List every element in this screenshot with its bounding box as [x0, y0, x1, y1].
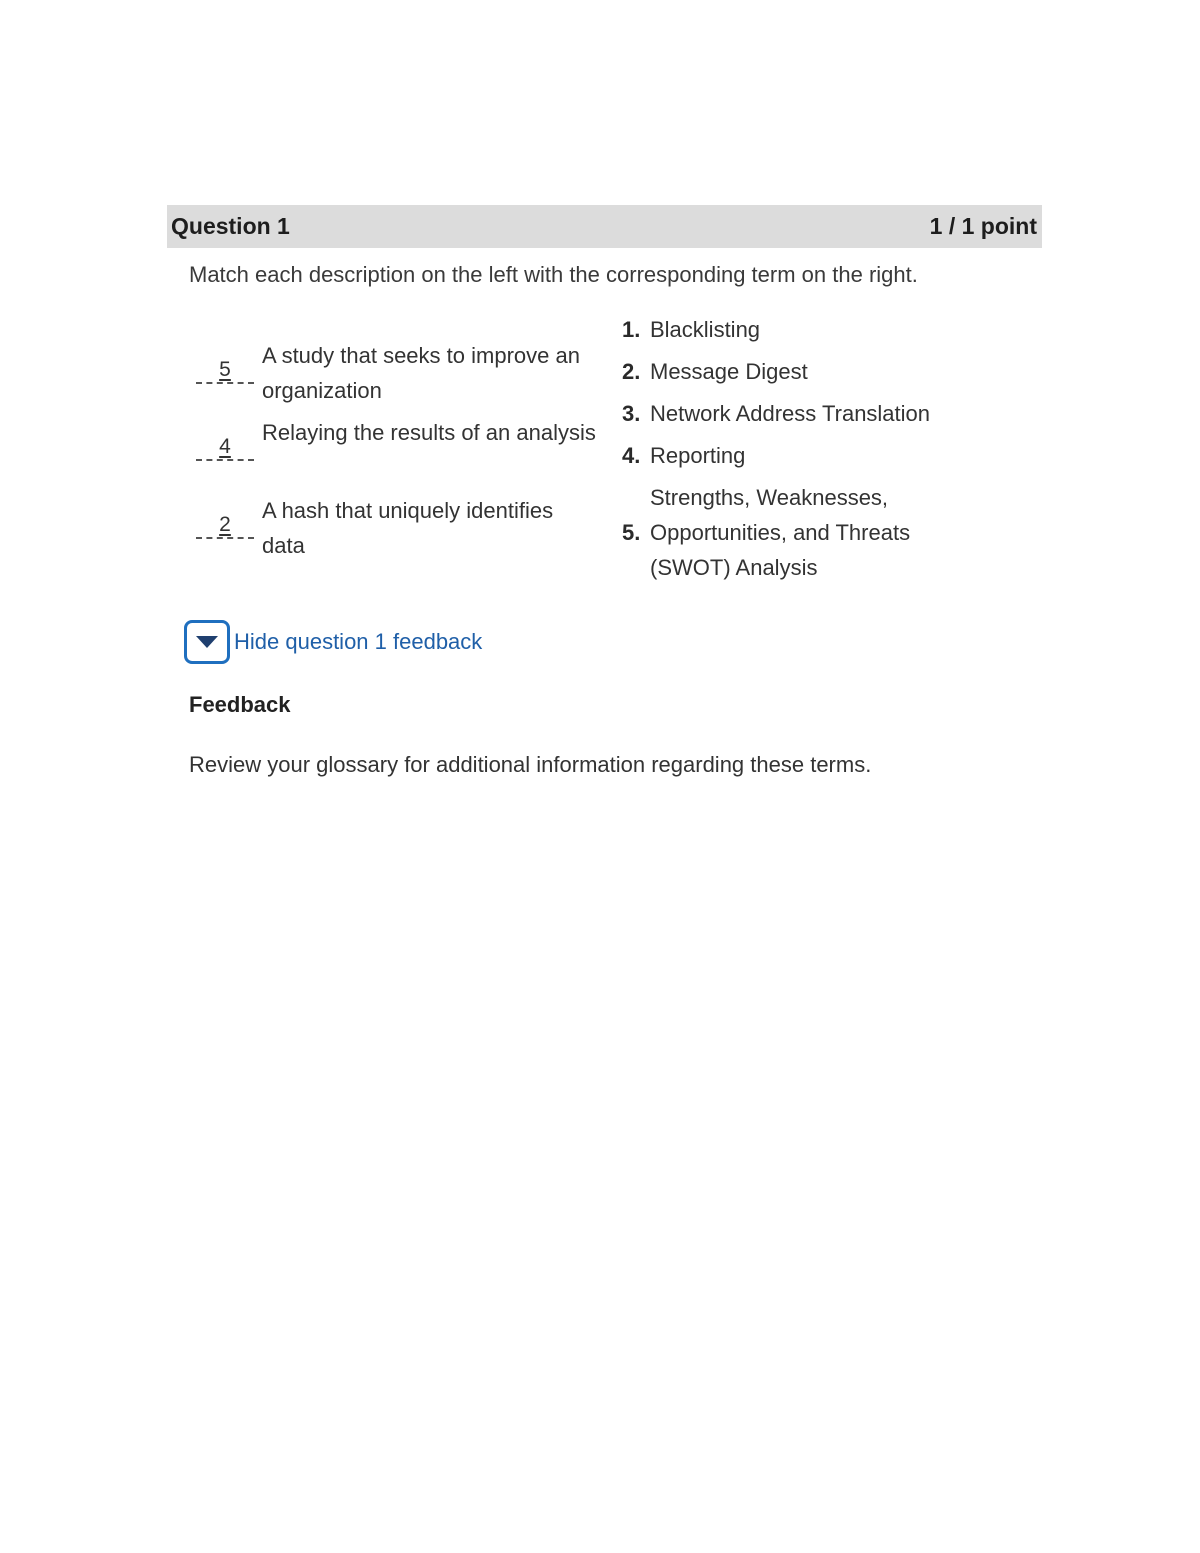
term-item [620, 480, 1050, 585]
term-item [620, 312, 1040, 347]
term-item [620, 438, 1040, 473]
question-title: Question 1 [171, 213, 290, 239]
answer-underline [196, 459, 254, 461]
term-number: 4. [622, 443, 641, 468]
terms-list [620, 312, 1040, 592]
answer-slot[interactable] [196, 338, 254, 408]
term-label: Blacklisting [650, 317, 761, 342]
term-number: 1. [622, 317, 641, 342]
feedback-heading: Feedback [189, 692, 291, 717]
term-label: Network Address Translation [650, 401, 931, 426]
term-number: 5. [622, 520, 641, 545]
match-row [196, 338, 596, 408]
hide-feedback-link[interactable]: Hide question 1 feedback [234, 629, 483, 654]
term-item [620, 354, 1040, 389]
question-score: 1 / 1 point [929, 213, 1037, 239]
caret-down-icon [195, 635, 219, 649]
toggle-button[interactable] [184, 620, 230, 664]
question-header [167, 205, 1042, 248]
term-label: Message Digest [650, 359, 808, 384]
match-description: A hash that uniquely identifies data [262, 498, 554, 558]
answer-underline [196, 537, 254, 539]
term-number: 3. [622, 401, 641, 426]
match-row [196, 493, 596, 563]
match-description: A study that seeks to improve an organization [262, 343, 580, 403]
match-description: Relaying the results of an analysis [262, 420, 596, 445]
feedback-text: Review your glossary for additional information regarding these terms. [189, 752, 872, 777]
question-prompt: Match each description on the left with the corresponding term on the right. [189, 262, 918, 287]
answer-underline [196, 382, 254, 384]
term-label: Reporting [650, 443, 746, 468]
term-label: Strengths, Weaknesses, Opportunities, and Threats (SWOT) Analysis [650, 485, 911, 580]
answer-slot[interactable] [196, 415, 254, 485]
hide-feedback-toggle[interactable] [184, 620, 482, 664]
answer-value: 4 [219, 435, 231, 458]
answer-slot[interactable] [196, 493, 254, 563]
term-item [620, 396, 1040, 431]
term-number: 2. [622, 359, 641, 384]
answer-value: 5 [219, 358, 231, 381]
answer-value: 2 [219, 513, 231, 536]
match-row [196, 415, 596, 485]
